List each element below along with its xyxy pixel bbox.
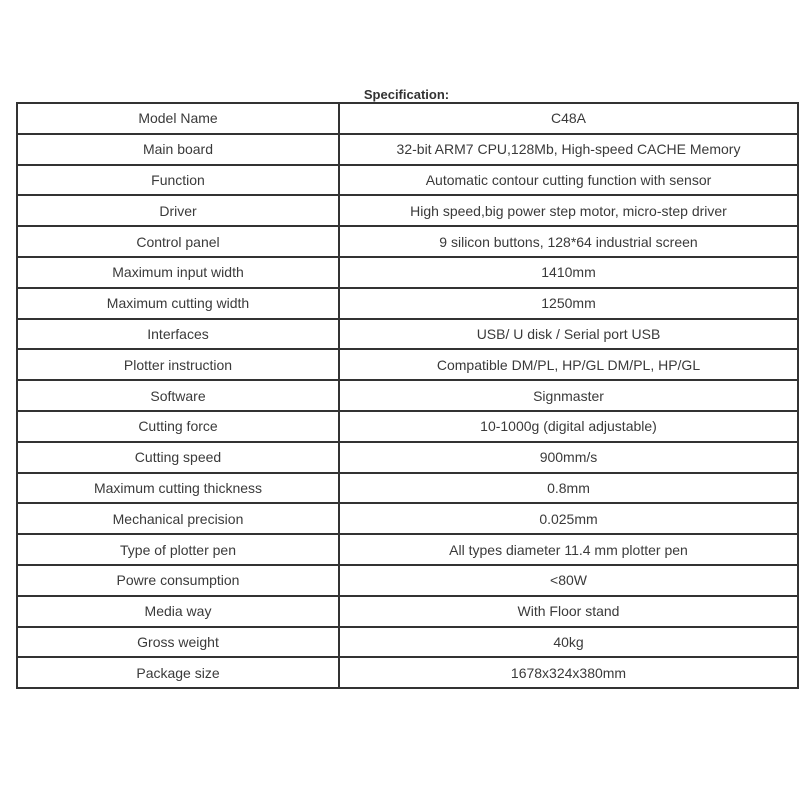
spec-value-cell: 900mm/s: [339, 442, 798, 473]
spec-label-cell: Model Name: [17, 103, 339, 134]
spec-value-cell: 1410mm: [339, 257, 798, 288]
spec-label-cell: Interfaces: [17, 319, 339, 350]
spec-value-cell: <80W: [339, 565, 798, 596]
spec-value-cell: 40kg: [339, 627, 798, 658]
spec-label-cell: Maximum input width: [17, 257, 339, 288]
spec-value-cell: 1678x324x380mm: [339, 657, 798, 688]
spec-value-cell: 10-1000g (digital adjustable): [339, 411, 798, 442]
spec-value-cell: With Floor stand: [339, 596, 798, 627]
spec-label-cell: Control panel: [17, 226, 339, 257]
spec-value-cell: Automatic contour cutting function with sensor: [339, 165, 798, 196]
spec-label-cell: Gross weight: [17, 627, 339, 658]
spec-value-cell: High speed,big power step motor, micro-step driver: [339, 195, 798, 226]
spec-label-cell: Software: [17, 380, 339, 411]
table-row: [17, 226, 798, 257]
spec-label-cell: Driver: [17, 195, 339, 226]
spec-value-cell: Compatible DM/PL, HP/GL DM/PL, HP/GL: [339, 349, 798, 380]
table-row: [17, 442, 798, 473]
spec-value-cell: 0.025mm: [339, 503, 798, 534]
table-row: [17, 380, 798, 411]
table-row: [17, 627, 798, 658]
table-row: [17, 134, 798, 165]
spec-value-cell: 1250mm: [339, 288, 798, 319]
table-row: [17, 657, 798, 688]
table-row: [17, 473, 798, 504]
spec-value-cell: 9 silicon buttons, 128*64 industrial screen: [339, 226, 798, 257]
table-row: [17, 319, 798, 350]
table-row: [17, 565, 798, 596]
spec-value-cell: 0.8mm: [339, 473, 798, 504]
table-row: [17, 195, 798, 226]
table-row: [17, 503, 798, 534]
spec-label-cell: Function: [17, 165, 339, 196]
spec-label-cell: Plotter instruction: [17, 349, 339, 380]
spec-value-cell: Signmaster: [339, 380, 798, 411]
spec-value-cell: C48A: [339, 103, 798, 134]
spec-label-cell: Cutting force: [17, 411, 339, 442]
spec-value-cell: USB/ U disk / Serial port USB: [339, 319, 798, 350]
table-row: [17, 534, 798, 565]
spec-value-cell: All types diameter 11.4 mm plotter pen: [339, 534, 798, 565]
table-row: [17, 257, 798, 288]
table-row: [17, 596, 798, 627]
spec-label-cell: Mechanical precision: [17, 503, 339, 534]
spec-label-cell: Powre consumption: [17, 565, 339, 596]
spec-value-cell: 32-bit ARM7 CPU,128Mb, High-speed CACHE Memory: [339, 134, 798, 165]
spec-label-cell: Maximum cutting width: [17, 288, 339, 319]
table-row: [17, 411, 798, 442]
table-row: [17, 349, 798, 380]
table-row: [17, 103, 798, 134]
spec-table-body: [17, 103, 798, 688]
spec-label-cell: Cutting speed: [17, 442, 339, 473]
table-row: [17, 288, 798, 319]
spec-label-cell: Media way: [17, 596, 339, 627]
spec-label-cell: Main board: [17, 134, 339, 165]
spec-caption: Specification:: [363, 87, 450, 102]
spec-label-cell: Package size: [17, 657, 339, 688]
spec-table: [16, 102, 799, 689]
table-row: [17, 165, 798, 196]
spec-label-cell: Maximum cutting thickness: [17, 473, 339, 504]
spec-label-cell: Type of plotter pen: [17, 534, 339, 565]
